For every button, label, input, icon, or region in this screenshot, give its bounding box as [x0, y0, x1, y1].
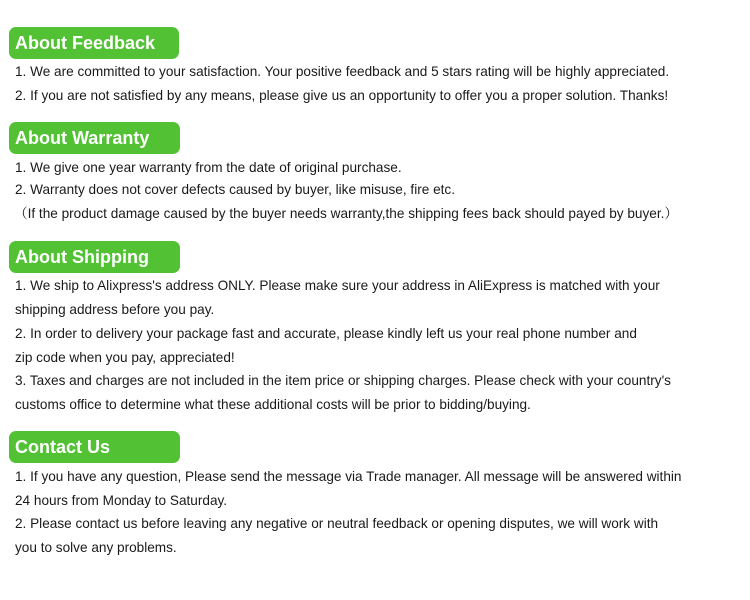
shipping-heading: About Shipping [9, 241, 180, 273]
feedback-line: 1. We are committed to your satisfaction. Your positive feedback and 5 stars rating will be highly appreciated. [15, 64, 670, 79]
shipping-line: 3. Taxes and charges are not included in the item price or shipping charges. Please check with your country's [15, 373, 671, 388]
contact-line: 2. Please contact us before leaving any negative or neutral feedback or opening disputes, we will work with [15, 516, 659, 531]
shipping-line: zip code when you pay, appreciated! [15, 350, 235, 365]
shipping-line: 2. In order to delivery your package fast and accurate, please kindly left us your real phone number and [15, 326, 637, 341]
contact-line: 1. If you have any question, Please send the message via Trade manager. All message will be answered within [15, 469, 682, 484]
contact-line: 24 hours from Monday to Saturday. [15, 493, 228, 508]
contact-heading: Contact Us [9, 431, 180, 463]
warranty-heading: About Warranty [9, 122, 180, 154]
contact-line: you to solve any problems. [15, 540, 177, 555]
warranty-line: （If the product damage caused by the buyer needs warranty,the shipping fees back should payed by buyer.） [14, 206, 678, 221]
shipping-line: 1. We ship to Alixpress's address ONLY. Please make sure your address in AliExpress is matched with your [15, 278, 660, 293]
feedback-heading: About Feedback [9, 27, 179, 59]
warranty-line: 1. We give one year warranty from the date of original purchase. [15, 160, 402, 175]
warranty-line: 2. Warranty does not cover defects caused by buyer, like misuse, fire etc. [15, 182, 455, 197]
shipping-line: customs office to determine what these additional costs will be prior to bidding/buying. [15, 397, 531, 412]
feedback-line: 2. If you are not satisfied by any means, please give us an opportunity to offer you a proper solution. Thanks! [15, 88, 669, 103]
shipping-line: shipping address before you pay. [15, 302, 215, 317]
